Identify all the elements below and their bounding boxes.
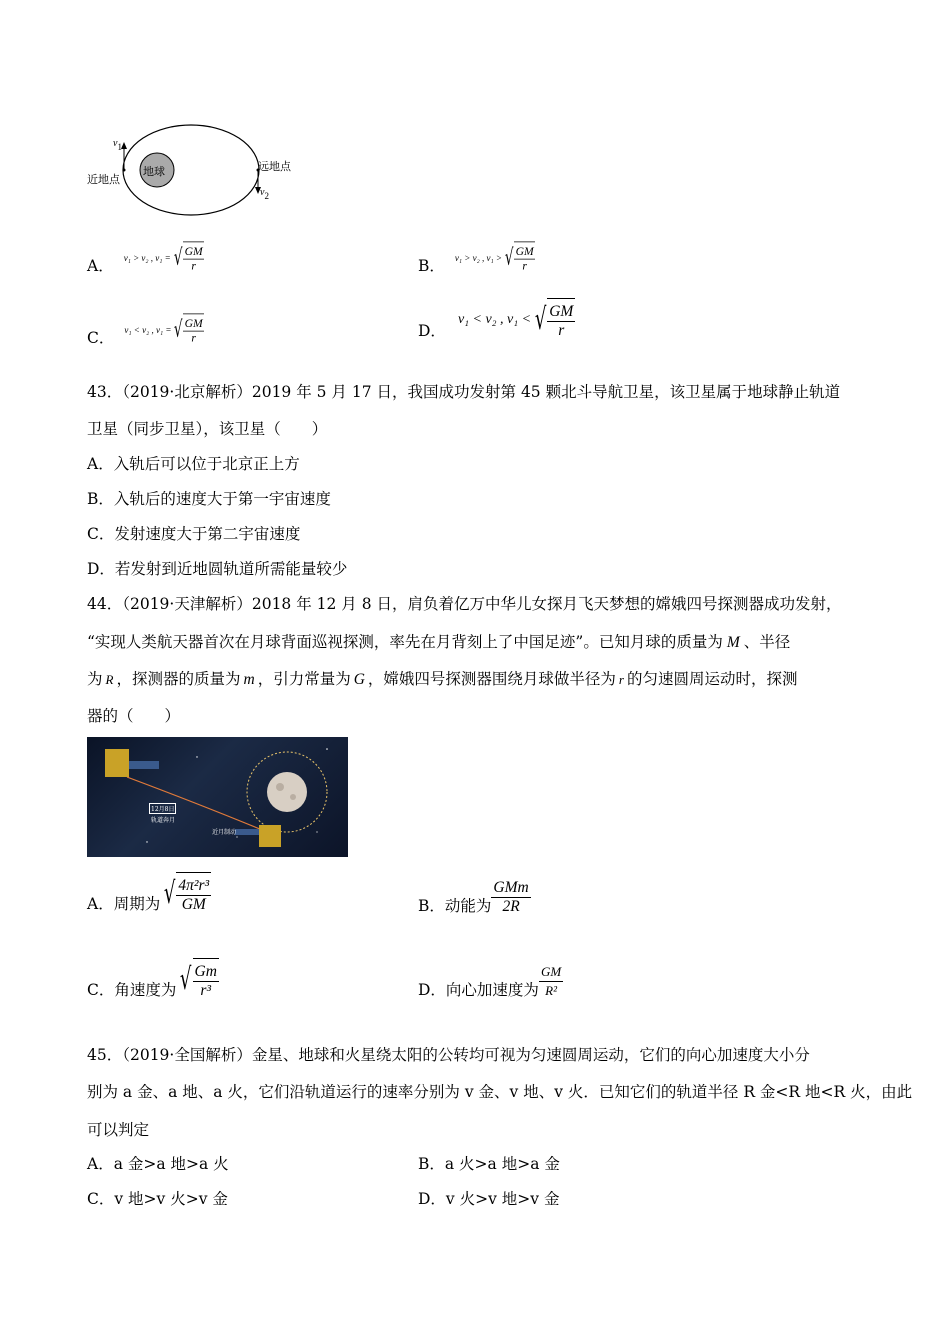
image-label-date: 12月8日 (149, 803, 176, 814)
q43-option-c[interactable]: C．发射速度大于第二宇宙速度 (87, 525, 301, 543)
option-letter: A． (87, 257, 114, 275)
q42-option-c[interactable] (87, 308, 216, 352)
q45-stem-line2: 别为 a 金、a 地、a 火，它们沿轨道运行的速率分别为 v 金、v 地、v 火．已知它们的轨道半径 R 金<R 地<R 火，由此 (87, 1083, 913, 1101)
v1-label: v1 (113, 138, 122, 152)
q42-option-a[interactable] (87, 236, 215, 280)
q43-option-a[interactable]: A．入轨后可以位于北京正上方 (87, 455, 300, 473)
q42-option-d[interactable] (418, 298, 575, 342)
orbit-diagram (85, 120, 305, 220)
perigee-label: 近地点 (87, 173, 120, 186)
q44-stem-line1: 44．（2019·天津解析）2018 年 12 月 8 日，肩负着亿万中华儿女探月飞天梦想的嫦娥四号探测器成功发射， (87, 595, 842, 613)
change4-illustration (87, 737, 348, 857)
q44-option-d[interactable]: D．向心加速度为 $\frac{GM}{\text{R²}}$ (418, 963, 562, 999)
q44-stem-line2: “实现人类航天器首次在月球背面巡视探测，率先在月背刻上了中国足迹”。已知月球的质量为 M 、半径 (87, 633, 791, 651)
option-letter: B． (418, 257, 445, 275)
q43-option-d[interactable]: D．若发射到近地圆轨道所需能量较少 (87, 560, 348, 578)
q45-option-a[interactable]: A．a 金>a 地>a 火 (87, 1155, 229, 1173)
fraction-formula: $\frac{\text{GMm}}{2R}$ (493, 878, 529, 915)
q45-option-b[interactable]: B．a 火>a 地>a 金 (418, 1155, 560, 1173)
image-label-brake: 近月制动 (212, 829, 237, 836)
q45-stem-line1: 45．（2019·全国解析）金星、地球和火星绕太阳的公转均可视为匀速圆周运动，它们的向心加速度大小分 (87, 1046, 810, 1064)
q43-stem-line2: 卫星（同步卫星），该卫星（ ） (87, 420, 328, 438)
sqrt-formula: √ $\frac{Gm}{\text{r³}}$ (176, 958, 219, 1002)
image-label-transfer: 轨道奔月 (151, 817, 176, 824)
space-scene (87, 737, 348, 857)
option-letter: D． (418, 322, 446, 340)
sqrt-formula: √ $\frac{GM}{r}$ (531, 298, 575, 342)
v2-label: v2 (260, 187, 269, 201)
relation: v₁ > v₂ , v₁ > (454, 253, 502, 263)
q44-stem-line4: 器的（ ） (87, 707, 181, 725)
relation: v₁ < v₂ , v₁ = (124, 325, 172, 335)
q43-option-b[interactable]: B．入轨后的速度大于第一宇宙速度 (87, 490, 331, 508)
sqrt-formula: √ $\frac{GM}{r}$ (171, 242, 204, 275)
sqrt-formula: √ $\frac{GM}{r}$ (171, 314, 204, 347)
q44-option-c[interactable]: C．角速度为 √ $\frac{Gm}{\text{r³}}$ (87, 958, 219, 1002)
q45-stem-line3: 可以判定 (87, 1121, 150, 1139)
q45-option-d[interactable]: D．v 火>v 地>v 金 (418, 1190, 560, 1208)
q42-option-b[interactable] (418, 236, 546, 280)
q44-stem-line3: 为 R ，探测器的质量为 m ，引力常量为 G ，嫦娥四号探测器围绕月球做半径为 r 的匀速圆周运动时，探测 (87, 670, 798, 688)
option-letter: C． (87, 329, 115, 347)
q44-option-a[interactable]: A．周期为 √ $\frac{\text{4π²r³}}{GM}$ (87, 872, 211, 916)
earth-label: 地球 (143, 165, 165, 178)
q43-stem-line1: 43．（2019·北京解析）2019 年 5 月 17 日，我国成功发射第 45 颗北斗导航卫星，该卫星属于地球静止轨道 (87, 383, 841, 401)
apogee-label: 远地点 (258, 160, 291, 173)
q45-option-c[interactable]: C．v 地>v 火>v 金 (87, 1190, 228, 1208)
sqrt-formula: √ $\frac{\text{4π²r³}}{GM}$ (160, 872, 211, 916)
sqrt-formula: √ $\frac{GM}{r}$ (502, 242, 535, 275)
relation: v₁ > v₂ , v₁ = (123, 253, 171, 263)
fraction-formula: $\frac{GM}{\text{R²}}$ (540, 963, 562, 998)
q44-option-b[interactable]: B．动能为 $\frac{\text{GMm}}{2R}$ (418, 878, 529, 915)
relation: v₁ < v₂ , v₁ < (457, 312, 532, 327)
